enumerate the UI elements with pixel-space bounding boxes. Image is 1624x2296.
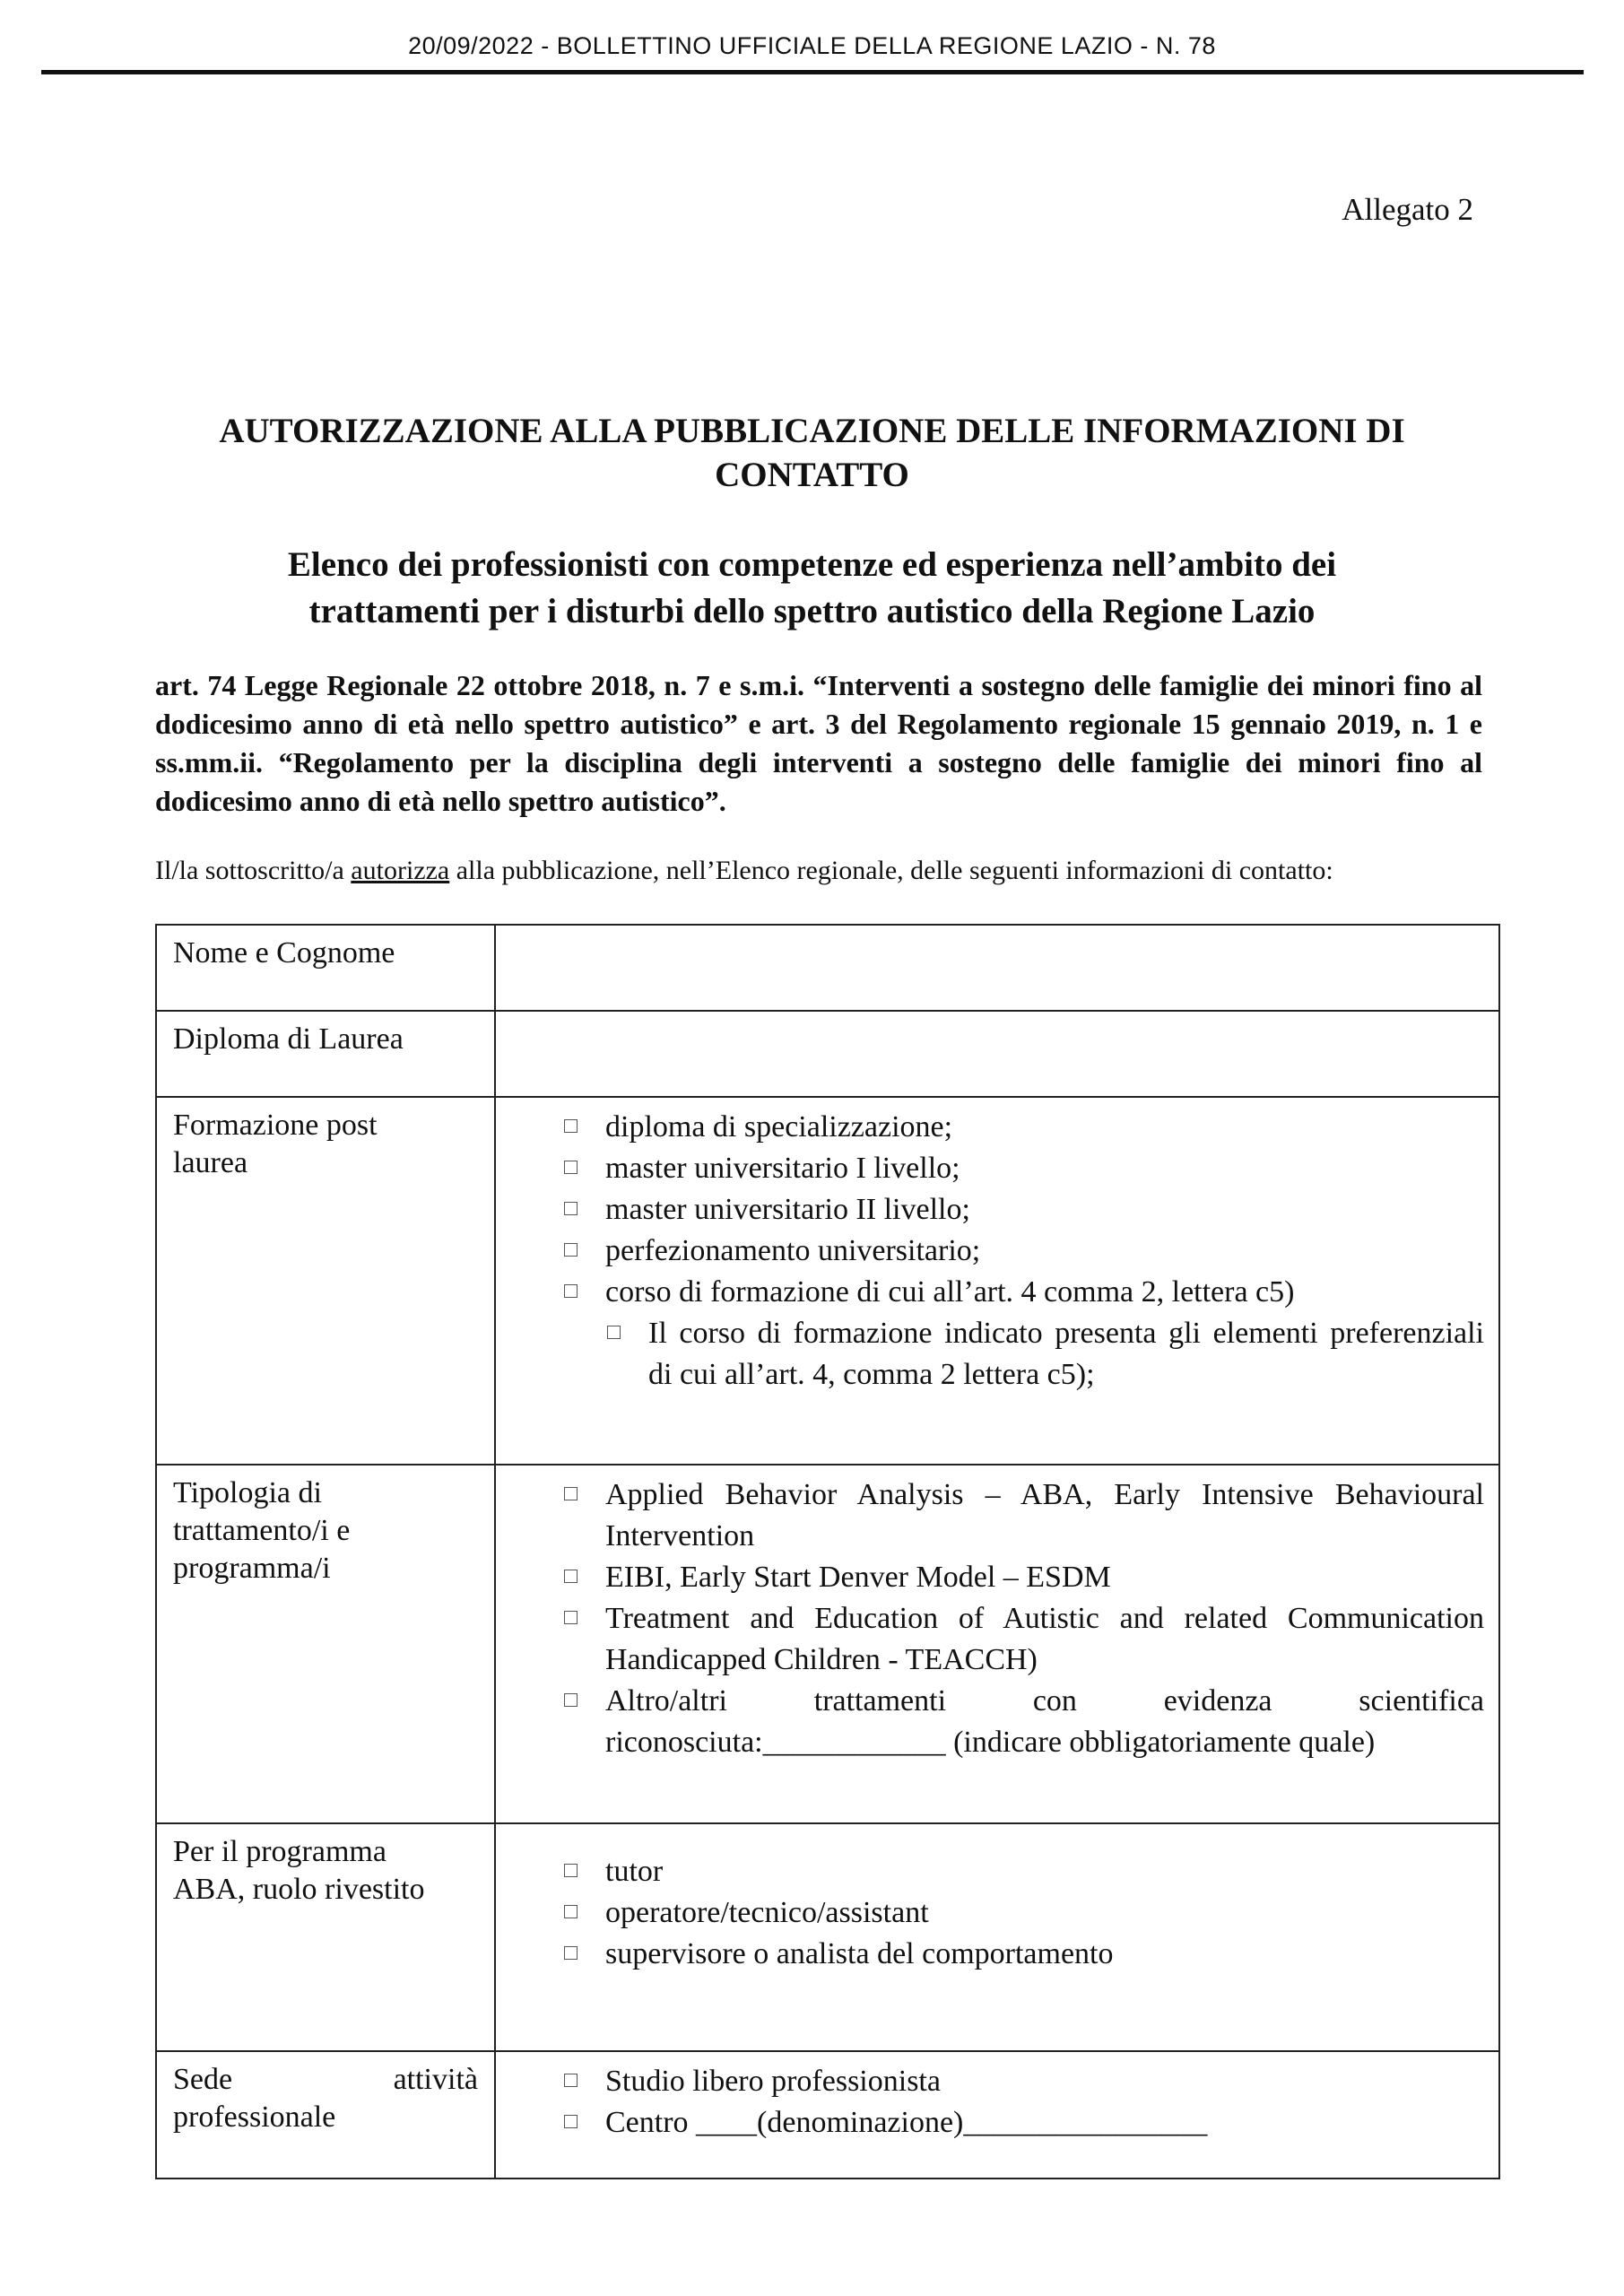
treatment-label-line-2: trattamento/i e (173, 1514, 351, 1547)
document-title-line-2: CONTATTO (715, 456, 909, 494)
checkbox-icon[interactable] (564, 1243, 578, 1257)
authorization-statement-before: Il/la sottoscritto/a (155, 856, 352, 885)
option-label-line-1: Altro/altri trattamenti con evidenza scientifica (605, 1684, 1484, 1718)
aba-role-option-supervisor[interactable] (560, 1934, 1484, 1975)
checkbox-icon[interactable] (564, 1161, 578, 1174)
treatment-label-line-1: Tipologia di (173, 1476, 322, 1509)
aba-role-label (156, 1823, 495, 2051)
postgrad-option-master-1[interactable] (560, 1148, 1484, 1189)
document-subtitle-line-1: Elenco dei professionisti con competenze ed esperienza nell’ambito dei (287, 545, 1337, 584)
degree-field[interactable] (495, 1011, 1499, 1097)
option-label-line-2: riconosciuta:____________ (indicare obbligatoriamente quale) (605, 1726, 1376, 1759)
checkbox-icon[interactable] (564, 1284, 578, 1298)
checkbox-icon[interactable] (564, 2115, 578, 2128)
checkbox-icon[interactable] (564, 1487, 578, 1500)
option-label: Studio libero professionista (605, 2065, 941, 2098)
checkbox-icon[interactable] (564, 1946, 578, 1960)
option-label: master universitario I livello; (605, 1152, 960, 1185)
checkbox-icon[interactable] (564, 1119, 578, 1133)
checkbox-icon[interactable] (564, 1611, 578, 1624)
postgrad-options (495, 1097, 1499, 1465)
treatment-option-teacch[interactable] (560, 1598, 1484, 1681)
checkbox-icon[interactable] (607, 1326, 621, 1339)
option-label-line-2: di cui all’art. 4, comma 2 lettera c5); (648, 1358, 1095, 1391)
option-label: tutor (605, 1855, 664, 1888)
postgrad-option-perfectioning[interactable] (560, 1231, 1484, 1272)
option-label: corso di formazione di cui all’art. 4 comma 2, lettera c5) (605, 1275, 1295, 1309)
site-label (156, 2051, 495, 2179)
site-option-private-studio[interactable] (560, 2061, 1484, 2102)
treatment-options (495, 1465, 1499, 1823)
option-label: operatore/tecnico/assistant (605, 1896, 929, 1929)
table-row-degree (156, 1011, 1499, 1097)
document-title-line-1: AUTORIZZAZIONE ALLA PUBBLICAZIONE DELLE INFORMAZIONI DI (219, 412, 1405, 450)
degree-label: Diploma di Laurea (156, 1011, 495, 1097)
option-label-line-1: Treatment and Education of Autistic and related Communication (605, 1602, 1484, 1635)
option-label: diploma di specializzazione; (605, 1110, 953, 1144)
authorization-keyword: autorizza (351, 856, 450, 885)
option-label: perfezionamento universitario; (605, 1234, 981, 1267)
authorization-statement (155, 853, 1500, 889)
document-title (108, 409, 1516, 497)
treatment-label (156, 1465, 495, 1823)
contact-info-table (155, 924, 1500, 2179)
bulletin-header: 20/09/2022 - BOLLETTINO UFFICIALE DELLA REGIONE LAZIO - N. 78 (408, 32, 1216, 59)
table-row-name (156, 925, 1499, 1011)
aba-role-label-line-1: Per il programma (173, 1835, 386, 1868)
postgrad-option-training-course[interactable] (560, 1272, 1484, 1313)
aba-role-option-operator[interactable] (560, 1892, 1484, 1934)
treatment-option-eibi-esdm[interactable] (560, 1557, 1484, 1598)
option-label: supervisore o analista del comportamento (605, 1937, 1114, 1970)
option-label-line-2: Intervention (605, 1519, 755, 1552)
table-row-treatment (156, 1465, 1499, 1823)
treatment-option-aba[interactable] (560, 1474, 1484, 1557)
option-label-line-2: Handicapped Children - TEACCH) (605, 1643, 1038, 1676)
table-row-site (156, 2051, 1499, 2179)
postgrad-sub-option-preferential[interactable] (604, 1313, 1484, 1396)
checkbox-icon[interactable] (564, 1905, 578, 1918)
name-label: Nome e Cognome (156, 925, 495, 1011)
aba-role-option-tutor[interactable] (560, 1851, 1484, 1892)
option-label-line-1: Il corso di formazione indicato presenta gli elementi preferenziali (648, 1317, 1484, 1350)
table-row-postgrad (156, 1097, 1499, 1465)
document-subtitle (108, 542, 1516, 635)
option-label-line-1: Applied Behavior Analysis – ABA, Early Intensive Behavioural (605, 1478, 1484, 1511)
postgrad-option-master-2[interactable] (560, 1189, 1484, 1231)
site-label-line-1: Sede attività (173, 2063, 478, 2096)
postgrad-label (156, 1097, 495, 1465)
checkbox-icon[interactable] (564, 1864, 578, 1877)
treatment-option-other[interactable] (560, 1681, 1484, 1763)
checkbox-icon[interactable] (564, 1570, 578, 1583)
site-options (495, 2051, 1499, 2179)
site-option-center[interactable] (560, 2102, 1484, 2144)
treatment-label-line-3: programma/i (173, 1552, 331, 1585)
option-label: EIBI, Early Start Denver Model – ESDM (605, 1561, 1111, 1594)
option-label: master universitario II livello; (605, 1193, 970, 1226)
header-divider (41, 70, 1584, 74)
checkbox-icon[interactable] (564, 1202, 578, 1215)
legal-reference: art. 74 Legge Regionale 22 ottobre 2018, n. 7 e s.m.i. “Interventi a sostegno delle famiglie dei minori fino al dodicesimo anno di età nello spettro autistico” e art. 3 del Regolamento regionale 15 gennaio 2019, n. 1 e ss.mm.ii. “Regolamento per la disciplina degli interventi a sostegno delle famiglie dei minori fino al dodicesimo anno di età nello spettro autistico”. (155, 669, 1482, 817)
site-label-line-2: professionale (173, 2100, 336, 2134)
name-field[interactable] (495, 925, 1499, 1011)
checkbox-icon[interactable] (564, 1693, 578, 1707)
authorization-statement-after: alla pubblicazione, nell’Elenco regionale, delle seguenti informazioni di contatto: (449, 856, 1333, 885)
postgrad-label-line-2: laurea (173, 1146, 248, 1179)
postgrad-option-specialization[interactable] (560, 1107, 1484, 1148)
table-row-aba-role (156, 1823, 1499, 2051)
document-subtitle-line-2: trattamenti per i disturbi dello spettro autistico della Regione Lazio (308, 592, 1316, 631)
option-label: Centro ____(denominazione)________________ (605, 2106, 1208, 2139)
checkbox-icon[interactable] (564, 2074, 578, 2087)
postgrad-label-line-1: Formazione post (173, 1109, 378, 1142)
aba-role-options (495, 1823, 1499, 2051)
attachment-label: Allegato 2 (1342, 192, 1473, 227)
aba-role-label-line-2: ABA, ruolo rivestito (173, 1873, 425, 1906)
